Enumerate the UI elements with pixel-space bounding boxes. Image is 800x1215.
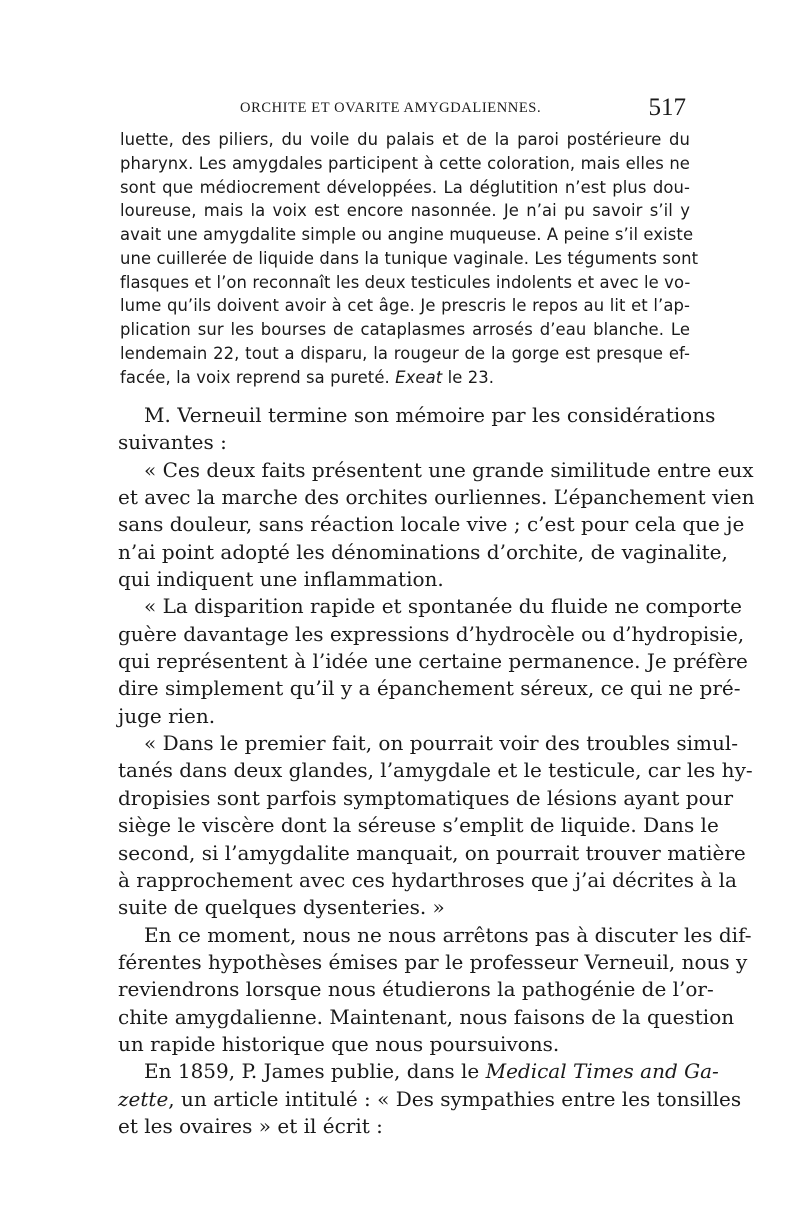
text-run: , un article intitulé : « Des sympathies entre les tonsilles (168, 1086, 742, 1111)
text-line: flasques et l’on reconnaît les deux testicules indolents et avec le vo- (120, 272, 691, 292)
text-line: et avec la marche des orchites ourliennes. L’épanchement vien (118, 485, 755, 510)
text-line: dire simplement qu’il y a épanchement séreux, ce qui ne pré- (118, 676, 741, 701)
text-line: qui indiquent une inflammation. (118, 567, 444, 592)
text-line: et les ovaires » et il écrit : (118, 1113, 383, 1138)
text-line: dropisies sont parfois symptomatiques de lésions ayant pour (118, 785, 734, 810)
text-line-last (120, 366, 690, 390)
text-line: suite de quelques dysenteries. » (118, 895, 445, 920)
text-run: facée, la voix reprend sa pureté. (120, 367, 390, 387)
text-line: reviendrons lorsque nous étudierons la pathogénie de l’or- (118, 977, 714, 1002)
running-head (120, 96, 686, 122)
text-line (118, 1086, 742, 1113)
text-line: « Dans le premier fait, on pourrait voir des troubles simul- (144, 731, 739, 756)
text-line: lume qu’ils doivent avoir à cet âge. Je prescris le repos au lit et l’ap- (120, 296, 690, 316)
text-line: avait une amygdalite simple ou angine muqueuse. A peine s’il existe (120, 225, 694, 244)
text-line: plication sur les bourses de cataplasmes arrosés d’eau blanche. Le (120, 320, 690, 339)
text-line: une cuillerée de liquide dans la tunique vaginale. Les téguments sont (120, 248, 699, 268)
text-line: second, si l’amygdalite manquait, on pourrait trouver matière (118, 840, 746, 865)
case-report-paragraph (120, 128, 699, 389)
text-line: M. Verneuil termine son mémoire par les considérations (144, 403, 716, 427)
text-line (118, 1058, 719, 1085)
text-line: sont que médiocrement développées. La déglutition n’est plus dou- (120, 177, 690, 197)
text-line: En ce moment, nous ne nous arrêtons pas à discuter les dif- (144, 922, 752, 947)
text-line: guère davantage les expressions d’hydrocèle ou d’hydropisie, (118, 621, 745, 646)
text-line: férentes hypothèses émises par le professeur Verneuil, nous y (118, 949, 748, 974)
text-line: lendemain 22, tout a disparu, la rougeur de la gorge est presque ef- (120, 343, 690, 363)
text-line: suivantes : (118, 430, 227, 455)
text-line: juge rien. (118, 703, 216, 728)
text-line: qui représentent à l’idée une certaine permanence. Je préfère (118, 649, 748, 674)
journal-title: Medical Times and Ga- (485, 1059, 719, 1084)
text-line: pharynx. Les amygdales participent à cette coloration, mais elles ne (120, 153, 690, 173)
text-line: siège le viscère dont la séreuse s’emplit de liquide. Dans le (118, 813, 719, 838)
text-line: un rapide historique que nous poursuivons. (118, 1031, 560, 1056)
text-line: loureuse, mais la voix est encore nasonnée. Je n’ai pu savoir s’il y (120, 201, 690, 221)
text-run: le 23. (447, 367, 495, 387)
italic-term: Exeat (395, 367, 443, 387)
journal-title: zette (118, 1086, 169, 1111)
text-line: n’ai point adopté les dénominations d’orchite, de vaginalite, (118, 539, 728, 564)
running-title: ORCHITE ET OVARITE AMYGDALIENNES. (240, 100, 542, 116)
text-line: sans douleur, sans réaction locale vive ; c’est pour cela que je (118, 512, 745, 537)
text-line: luette, des piliers, du voile du palais et de la paroi postérieure du (120, 130, 690, 149)
main-text (118, 402, 755, 1140)
page-number: 517 (648, 94, 686, 121)
text-run: En 1859, P. James publie, dans le (144, 1059, 480, 1084)
text-line: tanés dans deux glandes, l’amygdale et le testicule, car les hy- (118, 758, 753, 783)
text-line: « Ces deux faits présentent une grande similitude entre eux (144, 457, 754, 482)
text-line: chite amygdalienne. Maintenant, nous faisons de la question (118, 1004, 735, 1029)
text-line: à rapprochement avec ces hydarthroses que j’ai décrites à la (118, 867, 737, 892)
text-line: « La disparition rapide et spontanée du fluide ne comporte (144, 594, 742, 619)
